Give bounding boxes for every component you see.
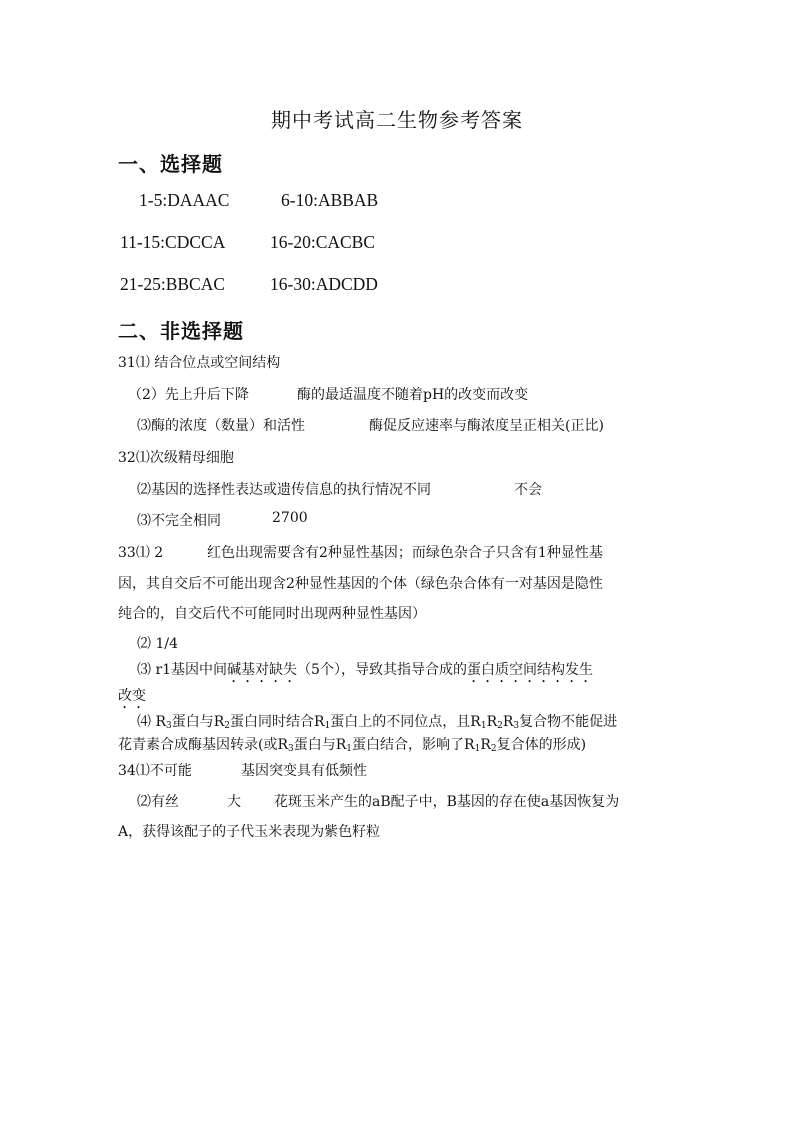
q33-l4-sub: 3 <box>513 721 520 731</box>
q32-line2b: 不会 <box>514 482 542 498</box>
answer-range: 21-25:BBCAC <box>120 274 226 294</box>
q32-line1: 32⑴次级精母细胞 <box>118 450 234 466</box>
q33-l4-text: 花青素合成酶基因转录(或R <box>118 737 289 753</box>
q33-l4-sub: 1 <box>346 744 353 754</box>
q33-line1a: 33⑴ 2 <box>118 545 164 561</box>
q33-emphasis-protein: 蛋白质空间结构发生 <box>466 662 593 678</box>
q33-l4-text: 蛋白与R <box>293 737 347 753</box>
section-heading-choice: 一、选择题 <box>118 152 223 176</box>
q34-line2d: A，获得该配子的子代玉米表现为紫色籽粒 <box>118 824 381 840</box>
q33-l4-sub: 2 <box>490 744 497 754</box>
section-heading-nonchoice: 二、非选择题 <box>118 319 244 343</box>
q33-line2: ⑵ 1/4 <box>137 636 178 652</box>
answer-range: 6-10:ABBAB <box>281 190 379 210</box>
q33-l4-text: R <box>480 737 491 753</box>
q33-l4-text: 蛋白与R <box>171 714 225 730</box>
q33-line1b: 红色出现需要含有2种显性基因；而绿色杂合子只含有1种显性基 <box>207 545 603 561</box>
q31-line3a: ⑶酶的浓度（数量）和活性 <box>137 418 305 434</box>
q33-l4-sub: 1 <box>324 721 331 731</box>
q33-l4-text: R <box>486 714 498 730</box>
q33-line3-part: （5个），导致其指导合成的 <box>297 662 467 678</box>
q33-l4-text: ⑷ R <box>137 714 166 730</box>
q33-emphasis-change: 改变 <box>118 688 146 704</box>
q31-line2a: （2）先上升后下降 <box>128 387 249 403</box>
q33-line3 <box>137 659 593 686</box>
q31-line2b: 酶的最适温度不随着pH的改变而改变 <box>297 387 529 403</box>
q34-line1b: 基因突变具有低频性 <box>241 763 367 779</box>
page-title: 期中考试高二生物参考答案 <box>271 108 523 132</box>
q34-line2b: 大 <box>227 794 241 810</box>
q34-line1a: 34⑴不可能 <box>118 763 192 779</box>
q31-line3b: 酶促反应速率与酶浓度呈正相关(正比) <box>369 418 604 434</box>
answer-range: 16-30:ADCDD <box>270 274 378 294</box>
q33-line1c: 因，其自交后不可能出现含2种显性基因的个体（绿色杂合体有一对基因是隐性 <box>118 576 603 592</box>
q34-line2a: ⑵有丝 <box>137 794 179 810</box>
q33-line1d: 纯合的，自交后代不可能同时出现两种显性基因） <box>118 606 426 622</box>
q32-line2a: ⑵基因的选择性表达或遗传信息的执行情况不同 <box>137 482 431 498</box>
q33-l4-text: R <box>502 714 514 730</box>
q33-l4-sub: 1 <box>474 744 481 754</box>
q33-l4-text: 蛋白结合，影响了R <box>352 737 475 753</box>
q33-l4-text: 复合物不能促进 <box>519 714 618 730</box>
q33-l4-sub: 2 <box>497 721 503 731</box>
q31-line1: 31⑴ 结合位点或空间结构 <box>118 355 281 371</box>
q33-line4-cont <box>118 734 586 754</box>
answer-range: 16-20:CACBC <box>270 232 376 252</box>
q33-line4 <box>137 711 617 731</box>
answer-range: 1-5:DAAAC <box>139 190 230 210</box>
q33-l4-sub: 1 <box>480 721 487 731</box>
q33-line3e <box>118 685 146 712</box>
q33-l4-sub: 3 <box>288 744 294 754</box>
q33-l4-text: 复合体的形成) <box>496 737 587 753</box>
q33-l4-text: 蛋白同时结合R <box>230 714 325 730</box>
q32-line3a: ⑶不完全相同 <box>137 513 221 529</box>
q33-l4-sub: 3 <box>166 721 172 731</box>
answer-range: 11-15:CDCCA <box>120 232 226 252</box>
q34-line2c: 花斑玉米产生的aB配子中，B基因的存在使a基因恢复为 <box>274 794 620 810</box>
q33-emphasis-bases: 碱基对缺失 <box>227 662 298 678</box>
q33-line3-part: ⑶ r1基因中间 <box>137 662 228 678</box>
q32-line3b: 2700 <box>272 510 308 526</box>
q33-l4-text: 蛋白上的不同位点，且R <box>330 714 481 730</box>
q33-l4-sub: 2 <box>224 721 231 731</box>
